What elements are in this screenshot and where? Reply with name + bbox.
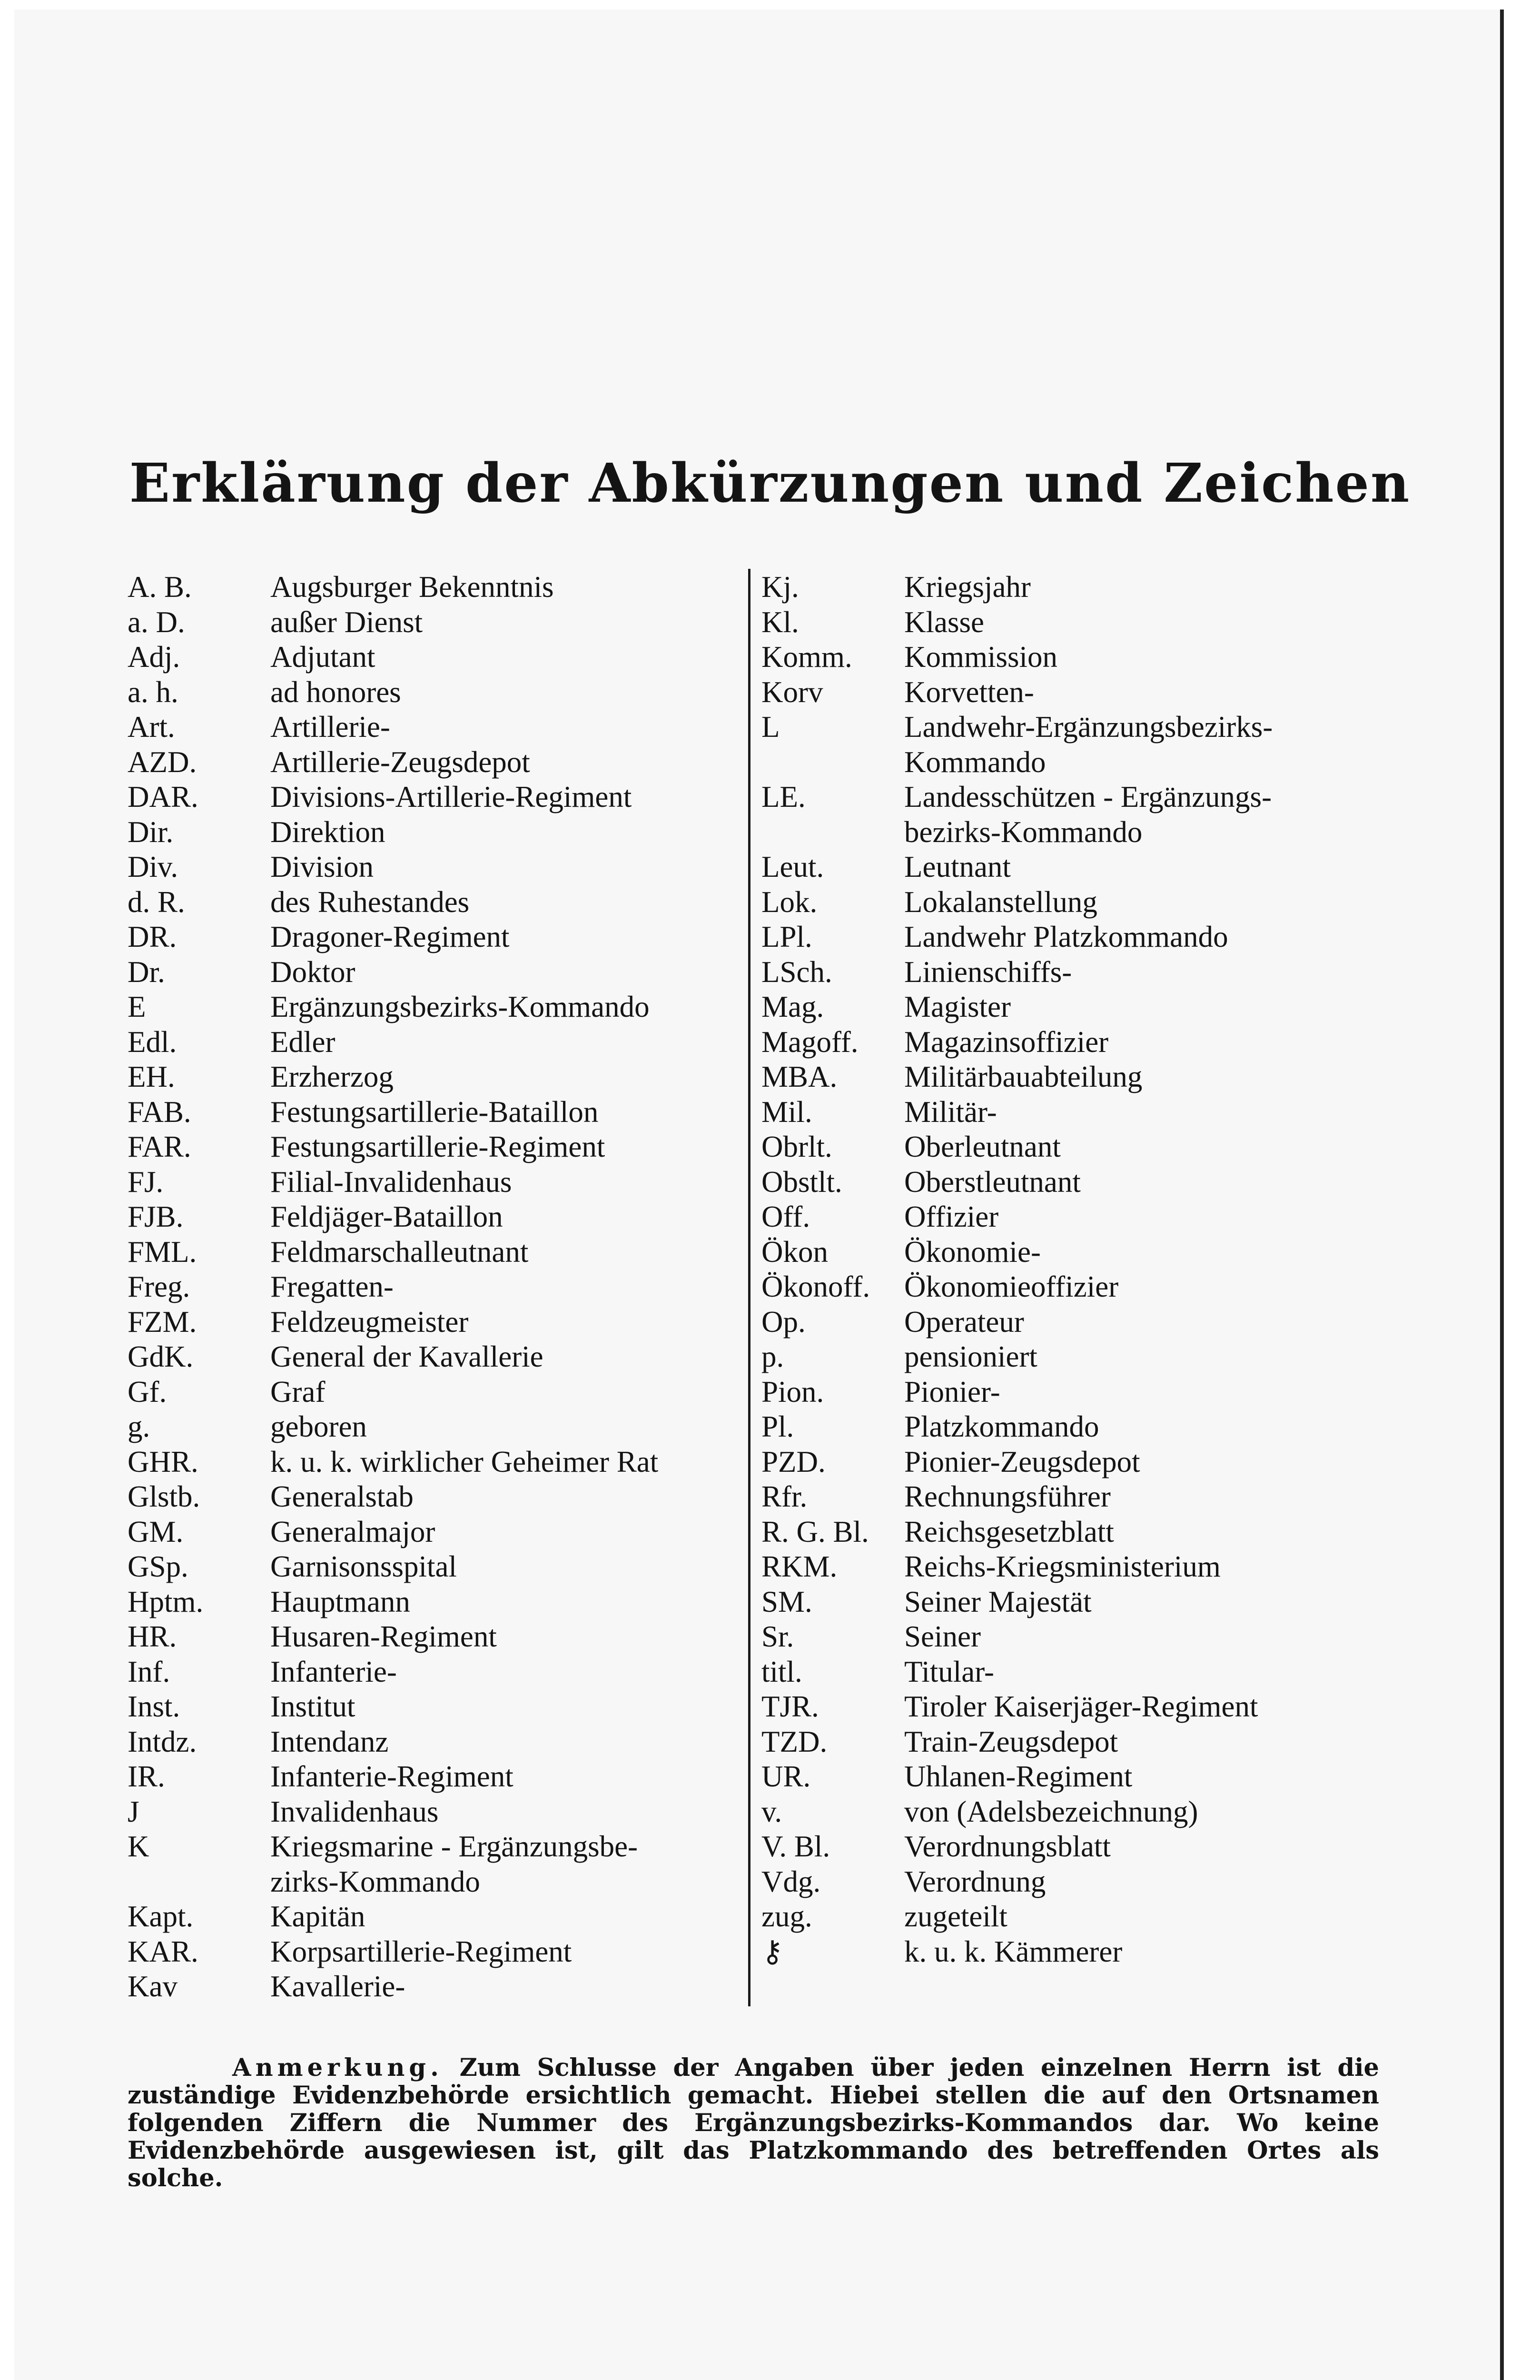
abbreviation-meaning: Verordnungsblatt: [904, 1830, 1111, 1863]
abbreviation: IR.: [128, 1760, 165, 1793]
abbreviation: KAR.: [128, 1934, 198, 1968]
abbreviation: GHR.: [128, 1445, 198, 1478]
abbreviation-row: [128, 1375, 741, 1410]
abbreviation-row: [128, 1549, 741, 1585]
abbreviation: Obrlt.: [761, 1130, 832, 1163]
abbreviation: titl.: [761, 1655, 802, 1688]
abbreviation-meaning: Uhlanen-Regiment: [904, 1760, 1133, 1793]
abbreviation-meaning: Oberstleutnant: [904, 1165, 1081, 1199]
abbreviation-row: [128, 1200, 741, 1235]
abbreviation-row: [761, 1305, 1399, 1340]
abbreviation-meaning: Doktor: [270, 955, 355, 989]
abbreviation-row: [761, 1655, 1399, 1690]
abbreviation: Komm.: [761, 640, 852, 674]
abbreviation-row: [761, 570, 1399, 605]
page-title: Erklärung der Abkürzungen und Zeichen: [129, 452, 1411, 515]
abbreviation-meaning: Klasse: [904, 605, 984, 639]
abbreviation: Magoff.: [761, 1025, 859, 1059]
abbreviation-row: [761, 990, 1399, 1025]
abbreviation-row: [761, 605, 1399, 640]
abbreviation: R. G. Bl.: [761, 1515, 869, 1548]
abbreviation: Obstlt.: [761, 1165, 842, 1199]
abbreviation: Kapt.: [128, 1900, 194, 1933]
abbreviation-row: [128, 1445, 741, 1480]
abbreviation-row: [128, 1934, 741, 1970]
abbreviation-row: [761, 1200, 1399, 1235]
abbreviation-row: [128, 885, 741, 920]
abbreviation-meaning: Festungsartillerie-Regiment: [270, 1130, 605, 1163]
abbreviation-meaning: Division: [270, 850, 374, 883]
abbreviation-row: [128, 605, 741, 640]
abbreviation: Adj.: [128, 640, 180, 674]
abbreviation-row: [128, 1829, 741, 1899]
abbreviation: g.: [128, 1410, 150, 1443]
abbreviation-row: [128, 1759, 741, 1795]
abbreviation: PZD.: [761, 1445, 826, 1478]
abbreviation-meaning: Edler: [270, 1025, 336, 1059]
abbreviation-column-left: [128, 570, 741, 2004]
abbreviation-meaning: Kavallerie-: [270, 1970, 405, 2003]
footnote: [128, 2054, 1379, 2192]
abbreviation-row: [128, 1339, 741, 1375]
abbreviation-row: [128, 1619, 741, 1655]
abbreviation-meaning: Husaren-Regiment: [270, 1620, 497, 1653]
abbreviation-meaning: k. u. k. Kämmerer: [904, 1934, 1123, 1968]
abbreviation-row: [761, 920, 1399, 955]
abbreviation: FML.: [128, 1235, 197, 1269]
abbreviation-meaning: Kapitän: [270, 1900, 365, 1933]
abbreviation-meaning: Festungsartillerie-Bataillon: [270, 1095, 599, 1129]
abbreviation-meaning: ad honores: [270, 675, 401, 709]
abbreviation: Intdz.: [128, 1725, 197, 1758]
abbreviation-column-right: [761, 570, 1399, 1969]
abbreviation-meaning: Invalidenhaus: [270, 1795, 439, 1828]
abbreviation-meaning: Oberleutnant: [904, 1130, 1061, 1163]
abbreviation: FAB.: [128, 1095, 191, 1129]
abbreviation-meaning: Seiner Majestät: [904, 1585, 1092, 1618]
abbreviation: Off.: [761, 1200, 810, 1233]
abbreviation-meaning: Korvetten-: [904, 675, 1034, 709]
abbreviation-meaning: Tiroler Kaiserjäger-Regiment: [904, 1690, 1258, 1723]
abbreviation-meaning: Kriegsmarine - Ergänzungsbe- zirks-Kommando: [270, 1830, 638, 1898]
abbreviation-meaning: Seiner: [904, 1620, 981, 1653]
abbreviation: a. D.: [128, 605, 185, 639]
abbreviation-meaning: Infanterie-: [270, 1655, 397, 1688]
abbreviation-row: [761, 1585, 1399, 1620]
abbreviation: Hptm.: [128, 1585, 204, 1618]
abbreviation-meaning: Titular-: [904, 1655, 994, 1688]
abbreviation-meaning: Landwehr-Ergänzungsbezirks- Kommando: [904, 710, 1273, 779]
abbreviation-row: [761, 955, 1399, 990]
abbreviation-row: [128, 1899, 741, 1934]
abbreviation-row: [761, 1409, 1399, 1445]
abbreviation: Mag.: [761, 990, 824, 1023]
abbreviation-row: [761, 710, 1399, 780]
abbreviation-meaning: Dragoner-Regiment: [270, 920, 510, 953]
abbreviation-meaning: zugeteilt: [904, 1900, 1007, 1933]
abbreviation: Glstb.: [128, 1480, 200, 1513]
abbreviation-row: [128, 990, 741, 1025]
abbreviation-row: [761, 1479, 1399, 1515]
abbreviation-row: [128, 1095, 741, 1130]
abbreviation-row: [128, 1060, 741, 1095]
abbreviation-meaning: Platzkommando: [904, 1410, 1099, 1443]
abbreviation: SM.: [761, 1585, 812, 1618]
abbreviation-meaning: Landesschützen - Ergänzungs- bezirks-Kommando: [904, 780, 1272, 849]
abbreviation-row: [761, 1165, 1399, 1200]
abbreviation: Vdg.: [761, 1864, 821, 1898]
abbreviation-meaning: Generalstab: [270, 1480, 414, 1513]
abbreviation-meaning: Train-Zeugsdepot: [904, 1725, 1118, 1758]
abbreviation: AZD.: [128, 745, 197, 779]
abbreviation-meaning: Linienschiffs-: [904, 955, 1072, 989]
abbreviation-row: [761, 1795, 1399, 1830]
abbreviation: RKM.: [761, 1550, 838, 1583]
abbreviation-meaning: Militärbauabteilung: [904, 1060, 1143, 1093]
abbreviation: GSp.: [128, 1550, 188, 1583]
abbreviation: Korv: [761, 675, 823, 709]
abbreviation: Div.: [128, 850, 178, 883]
abbreviation-row: [761, 1829, 1399, 1864]
abbreviation: Sr.: [761, 1620, 794, 1653]
abbreviation-row: [128, 710, 741, 745]
abbreviation-row: [128, 955, 741, 990]
abbreviation-meaning: Generalmajor: [270, 1515, 435, 1548]
abbreviation-meaning: Korpsartillerie-Regiment: [270, 1934, 572, 1968]
abbreviation-row: [128, 815, 741, 850]
abbreviation-meaning: Landwehr Platzkommando: [904, 920, 1228, 953]
abbreviation-meaning: Adjutant: [270, 640, 375, 674]
abbreviation-meaning: Magister: [904, 990, 1011, 1023]
abbreviation-row: [761, 1899, 1399, 1934]
abbreviation: Inf.: [128, 1655, 170, 1688]
abbreviation-meaning: Direktion: [270, 815, 385, 849]
abbreviation-row: [128, 1725, 741, 1760]
abbreviation-meaning: k. u. k. wirklicher Geheimer Rat: [270, 1445, 659, 1478]
abbreviation: EH.: [128, 1060, 175, 1093]
abbreviation-row: [761, 780, 1399, 850]
abbreviation: LSch.: [761, 955, 832, 989]
abbreviation-row: [761, 1095, 1399, 1130]
abbreviation-meaning: Reichsgesetzblatt: [904, 1515, 1114, 1548]
abbreviation: Kl.: [761, 605, 799, 639]
abbreviation-row: [128, 745, 741, 780]
abbreviation-row: [128, 1025, 741, 1060]
abbreviation-meaning: Filial-Invalidenhaus: [270, 1165, 512, 1199]
abbreviation-row: [761, 675, 1399, 710]
abbreviation: UR.: [761, 1760, 811, 1793]
footnote-lead: Anmerkung.: [232, 2053, 443, 2082]
abbreviation-row: [128, 1689, 741, 1725]
abbreviation: Pion.: [761, 1375, 824, 1408]
abbreviation-row: [761, 885, 1399, 920]
abbreviation: GdK.: [128, 1340, 194, 1373]
abbreviation: Ökon: [761, 1235, 828, 1269]
abbreviation-meaning: Ökonomieoffizier: [904, 1270, 1119, 1303]
abbreviation: V. Bl.: [761, 1830, 830, 1863]
abbreviation-row: [128, 1969, 741, 2004]
abbreviation: ⚷: [761, 1934, 784, 1968]
column-divider: [748, 569, 750, 2006]
abbreviation-row: [761, 1060, 1399, 1095]
abbreviation-meaning: Rechnungsführer: [904, 1480, 1111, 1513]
abbreviation: L: [761, 710, 780, 744]
abbreviation: d. R.: [128, 885, 185, 919]
abbreviation-meaning: Ergänzungsbezirks-Kommando: [270, 990, 650, 1023]
abbreviation-meaning: Pionier-: [904, 1375, 1000, 1408]
abbreviation-row: [761, 1689, 1399, 1725]
abbreviation: FAR.: [128, 1130, 191, 1163]
abbreviation-row: [761, 1619, 1399, 1655]
abbreviation-meaning: Fregatten-: [270, 1270, 394, 1303]
abbreviation-meaning: Ökonomie-: [904, 1235, 1041, 1269]
abbreviation: Pl.: [761, 1410, 794, 1443]
abbreviation: Leut.: [761, 850, 824, 883]
abbreviation-meaning: Kommission: [904, 640, 1058, 674]
abbreviation-row: [128, 780, 741, 815]
abbreviation-row: [761, 1864, 1399, 1900]
abbreviation: zug.: [761, 1900, 812, 1933]
abbreviation: FZM.: [128, 1305, 197, 1339]
abbreviation-row: [128, 850, 741, 885]
abbreviation-row: [761, 850, 1399, 885]
abbreviation-meaning: Artillerie-: [270, 710, 390, 744]
abbreviation-row: [761, 1515, 1399, 1550]
abbreviation-row: [761, 1549, 1399, 1585]
abbreviation: K: [128, 1830, 149, 1863]
abbreviation: Kav: [128, 1970, 178, 2003]
abbreviation-meaning: außer Dienst: [270, 605, 423, 639]
abbreviation: Freg.: [128, 1270, 190, 1303]
abbreviation: GM.: [128, 1515, 184, 1548]
abbreviation-meaning: Garnisonsspital: [270, 1550, 457, 1583]
abbreviation-meaning: Militär-: [904, 1095, 997, 1129]
abbreviation-meaning: Hauptmann: [270, 1585, 410, 1618]
abbreviation-row: [761, 1269, 1399, 1305]
abbreviation-row: [128, 1479, 741, 1515]
abbreviation: Gf.: [128, 1375, 167, 1408]
abbreviation-meaning: pensioniert: [904, 1340, 1037, 1373]
abbreviation: TZD.: [761, 1725, 828, 1758]
abbreviation-row: [761, 1025, 1399, 1060]
abbreviation-meaning: von (Adelsbezeichnung): [904, 1795, 1198, 1828]
abbreviation: A. B.: [128, 570, 192, 604]
abbreviation-row: [128, 675, 741, 710]
abbreviation-meaning: Graf: [270, 1375, 326, 1408]
abbreviation-row: [761, 1375, 1399, 1410]
abbreviation: FJ.: [128, 1165, 164, 1199]
abbreviation-meaning: Verordnung: [904, 1864, 1046, 1898]
abbreviation: FJB.: [128, 1200, 184, 1233]
abbreviation-meaning: Divisions-Artillerie-Regiment: [270, 780, 632, 813]
abbreviation: J: [128, 1795, 139, 1828]
abbreviation-row: [761, 1759, 1399, 1795]
abbreviation-meaning: Kriegsjahr: [904, 570, 1031, 604]
abbreviation: Dr.: [128, 955, 165, 989]
abbreviation-row: [128, 1585, 741, 1620]
abbreviation: TJR.: [761, 1690, 819, 1723]
abbreviation-meaning: Intendanz: [270, 1725, 389, 1758]
abbreviation: Mil.: [761, 1095, 812, 1129]
abbreviation: Rfr.: [761, 1480, 808, 1513]
abbreviation: Art.: [128, 710, 175, 744]
abbreviation-row: [761, 1130, 1399, 1165]
abbreviation-row: [128, 1409, 741, 1445]
abbreviation-row: [128, 1795, 741, 1830]
abbreviation-meaning: Infanterie-Regiment: [270, 1760, 513, 1793]
abbreviation-meaning: Reichs-Kriegsministerium: [904, 1550, 1221, 1583]
abbreviation-meaning: Feldjäger-Bataillon: [270, 1200, 503, 1233]
abbreviation-meaning: Pionier-Zeugsdepot: [904, 1445, 1140, 1478]
abbreviation: p.: [761, 1340, 784, 1373]
abbreviation-row: [761, 1445, 1399, 1480]
abbreviation-meaning: Institut: [270, 1690, 355, 1723]
abbreviation: MBA.: [761, 1060, 838, 1093]
abbreviation-row: [128, 920, 741, 955]
abbreviation-row: [128, 1305, 741, 1340]
abbreviation-meaning: geboren: [270, 1410, 367, 1443]
abbreviation: DAR.: [128, 780, 198, 813]
abbreviation-row: [128, 1269, 741, 1305]
abbreviation: Lok.: [761, 885, 818, 919]
abbreviation: DR.: [128, 920, 177, 953]
abbreviation: Inst.: [128, 1690, 180, 1723]
abbreviation: Kj.: [761, 570, 799, 604]
abbreviation-row: [128, 1130, 741, 1165]
abbreviation: Op.: [761, 1305, 806, 1339]
abbreviation-row: [128, 1165, 741, 1200]
abbreviation-meaning: Operateur: [904, 1305, 1024, 1339]
abbreviation-meaning: Magazinsoffizier: [904, 1025, 1109, 1059]
abbreviation: Edl.: [128, 1025, 177, 1059]
abbreviation: LE.: [761, 780, 806, 813]
footnote-text: Zum Schlusse der Angaben über jeden einzelnen Herrn ist die zuständige Evidenzbehörde ersichtlich gemacht. Hiebei stellen die auf den Ortsnamen folgenden Ziffern die Nummer des Ergänzungsbezirks-Kommandos dar. Wo keine Evidenzbehörde ausgewiesen ist, gilt das Platzkommando des betreffenden Ortes als solche.: [128, 2053, 1379, 2192]
abbreviation-meaning: Erzherzog: [270, 1060, 394, 1093]
abbreviation: HR.: [128, 1620, 177, 1653]
abbreviation-row: [761, 1339, 1399, 1375]
abbreviation-row: [128, 1655, 741, 1690]
abbreviation: LPl.: [761, 920, 812, 953]
abbreviation-row: [761, 1235, 1399, 1270]
abbreviation-meaning: Lokalanstellung: [904, 885, 1097, 919]
abbreviation-meaning: Offizier: [904, 1200, 999, 1233]
abbreviation-row: [761, 640, 1399, 675]
abbreviation-row: [761, 1934, 1399, 1970]
abbreviation-row: [128, 1235, 741, 1270]
abbreviation-meaning: Augsburger Bekenntnis: [270, 570, 554, 604]
abbreviation: E: [128, 990, 146, 1023]
abbreviation-meaning: Feldzeugmeister: [270, 1305, 469, 1339]
abbreviation: a. h.: [128, 675, 178, 709]
abbreviation-row: [128, 1515, 741, 1550]
abbreviation-meaning: des Ruhestandes: [270, 885, 470, 919]
abbreviation: Dir.: [128, 815, 174, 849]
abbreviation: Ökonoff.: [761, 1270, 870, 1303]
abbreviation: v.: [761, 1795, 782, 1828]
abbreviation-meaning: General der Kavallerie: [270, 1340, 543, 1373]
abbreviation-row: [128, 640, 741, 675]
abbreviation-meaning: Feldmarschalleutnant: [270, 1235, 529, 1269]
abbreviation-row: [761, 1725, 1399, 1760]
abbreviation-row: [128, 570, 741, 605]
abbreviation-meaning: Leutnant: [904, 850, 1011, 883]
abbreviation-meaning: Artillerie-Zeugsdepot: [270, 745, 530, 779]
